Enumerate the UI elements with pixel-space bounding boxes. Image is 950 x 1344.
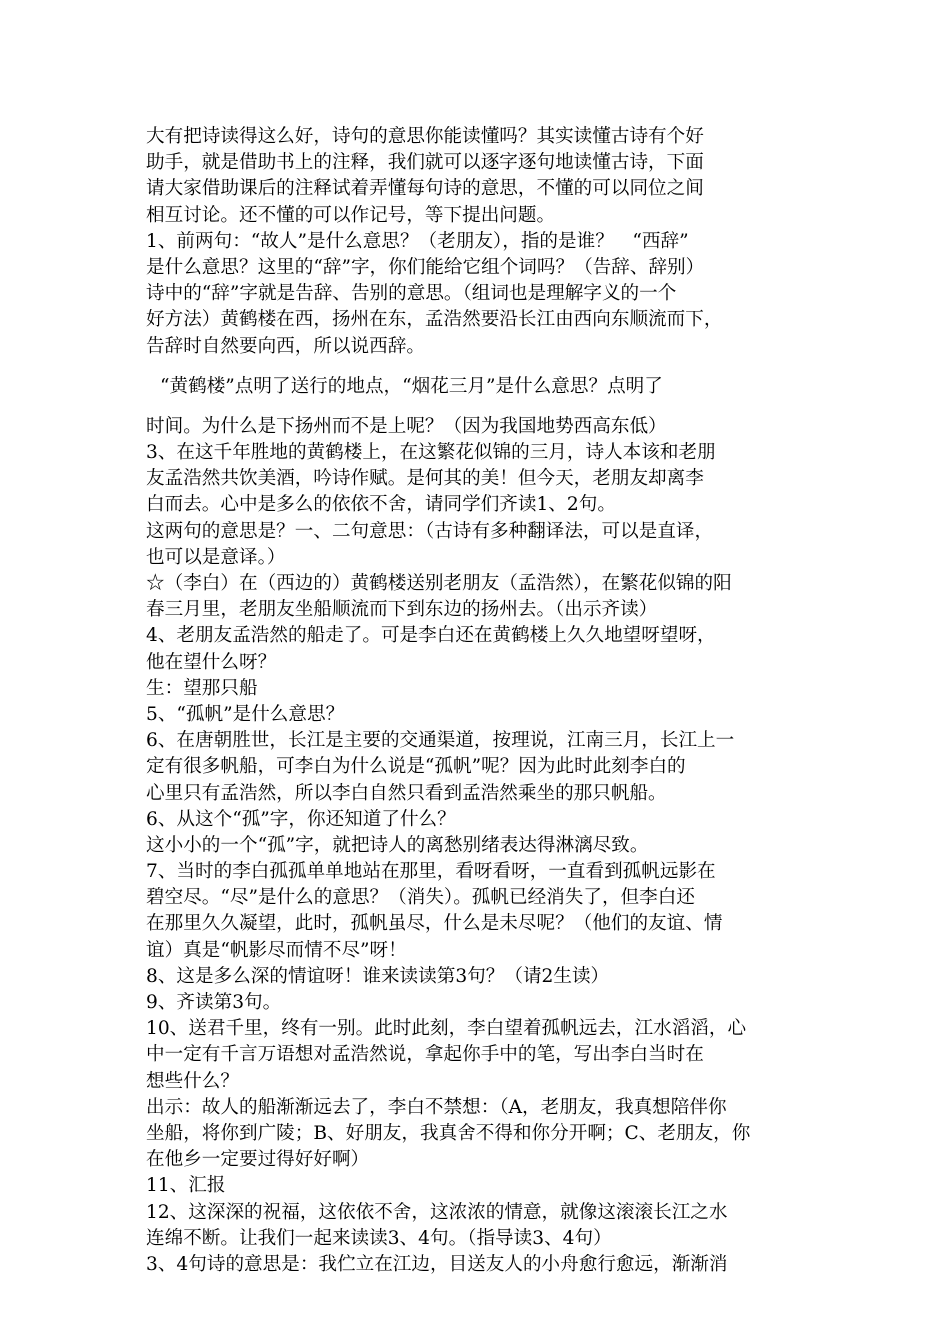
text-line: 诗中的“辞”字就是告辞、告别的意思。（组词也是理解字义的一个 bbox=[146, 283, 677, 305]
text-line: 8、这是多么深的情谊呀！谁来读读第3句？（请2生读） bbox=[146, 965, 610, 987]
text-line: 这小小的一个“孤”字，就把诗人的离愁别绪表达得淋漓尽致。 bbox=[146, 834, 649, 856]
text-line: 12、这深深的祝福，这依依不舍，这浓浓的情意，就像这滚滚长江之水 bbox=[146, 1201, 728, 1223]
text-line: 中一定有千言万语想对孟浩然说，拿起你手中的笔，写出李白当时在 bbox=[146, 1044, 704, 1066]
text-line: 定有很多帆船，可李白为什么说是“孤帆”呢？因为此时此刻李白的 bbox=[146, 756, 686, 778]
text-line: 时间。为什么是下扬州而不是上呢？（因为我国地势西高东低） bbox=[146, 415, 667, 437]
text-line: 心里只有孟浩然，所以李白自然只看到孟浩然乘坐的那只帆船。 bbox=[146, 782, 667, 804]
text-line: 好方法）黄鹤楼在西，扬州在东，孟浩然要沿长江由西向东顺流而下， bbox=[146, 309, 723, 331]
text-line: 春三月里，老朋友坐船顺流而下到东边的扬州去。（出示齐读） bbox=[146, 599, 658, 621]
text-line: 大有把诗读得这么好，诗句的意思你能读懂吗？其实读懂古诗有个好 bbox=[146, 126, 704, 147]
text-line: 谊）真是“帆影尽而情不尽”呀！ bbox=[146, 939, 407, 961]
text-line: 是什么意思？这里的“辞”字，你们能给它组个词吗？（告辞、辞别） bbox=[146, 256, 705, 278]
text-line: 连绵不断。让我们一起来读读3、4句。（指导读3、4句） bbox=[146, 1227, 612, 1249]
text-line: 相互讨论。还不懂的可以作记号，等下提出问题。 bbox=[146, 204, 556, 226]
text-line: 这两句的意思是？一、二句意思：（古诗有多种翻译法，可以是直译， bbox=[146, 520, 714, 542]
text-line: 生：望那只船 bbox=[146, 677, 258, 699]
text-line: 坐船，将你到广陵；B、好朋友，我真舍不得和你分开啊；C、老朋友，你 bbox=[146, 1122, 751, 1144]
text-line: 友孟浩然共饮美酒，吟诗作赋。是何其的美！但今天，老朋友却离李 bbox=[146, 468, 704, 490]
text-line: 告辞时自然要向西，所以说西辞。 bbox=[146, 335, 425, 357]
text-line: ☆（李白）在（西边的）黄鹤楼送别老朋友（孟浩然），在繁花似锦的阳 bbox=[146, 573, 732, 594]
text-line: 10、送君千里，终有一别。此时此刻，李白望着孤帆远去，江水滔滔，心 bbox=[146, 1018, 747, 1040]
text-line: 也可以是意译。） bbox=[146, 546, 286, 568]
text-line: 4、老朋友孟浩然的船走了。可是李白还在黄鹤楼上久久地望呀望呀， bbox=[146, 625, 716, 647]
text-line: 他在望什么呀？ bbox=[146, 651, 277, 673]
document-body bbox=[146, 124, 808, 1278]
text-line: 想些什么？ bbox=[146, 1070, 239, 1092]
text-line: 出示：故人的船渐渐远去了，李白不禁想：（A，老朋友，我真想陪伴你 bbox=[146, 1096, 727, 1118]
text-line: 9、齐读第3句。 bbox=[146, 992, 282, 1013]
text-line: 请大家借助课后的注释试着弄懂每句诗的意思，不懂的可以同位之间 bbox=[146, 178, 704, 200]
text-line: 助手，就是借助书上的注释，我们就可以逐字逐句地读懂古诗，下面 bbox=[146, 152, 704, 174]
text-line: 白而去。心中是多么的依依不舍，请同学们齐读1、2句。 bbox=[146, 494, 616, 516]
text-line: 3、4句诗的意思是：我伫立在江边，目送友人的小舟愈行愈远，渐渐消 bbox=[146, 1253, 728, 1275]
text-line: 11、汇报 bbox=[146, 1175, 226, 1197]
text-line: 1、前两句：“故人”是什么意思？（老朋友），指的是谁？ “西辞” bbox=[146, 230, 689, 252]
text-line: 在他乡一定要过得好好啊） bbox=[146, 1149, 370, 1171]
text-line: 7、当时的李白孤孤单单地站在那里，看呀看呀，一直看到孤帆远影在 bbox=[146, 861, 716, 883]
text-line: 6、在唐朝胜世，长江是主要的交通渠道，按理说，江南三月，长江上一 bbox=[146, 730, 735, 752]
text-line: 碧空尽。“尽”是什么的意思？（消失）。孤帆已经消失了，但李白还 bbox=[146, 887, 695, 909]
text-line: 3、在这千年胜地的黄鹤楼上，在这繁花似锦的三月，诗人本该和老朋 bbox=[146, 442, 716, 464]
text-line: 6、从这个“孤”字，你还知道了什么？ bbox=[146, 808, 456, 830]
text-line: 在那里久久凝望，此时，孤帆虽尽，什么是未尽呢？（他们的友谊、情 bbox=[146, 913, 723, 935]
text-line: “黄鹤楼”点明了送行的地点，“烟花三月”是什么意思？点明了 bbox=[160, 375, 663, 397]
text-line: 5、“孤帆”是什么意思？ bbox=[146, 703, 345, 725]
